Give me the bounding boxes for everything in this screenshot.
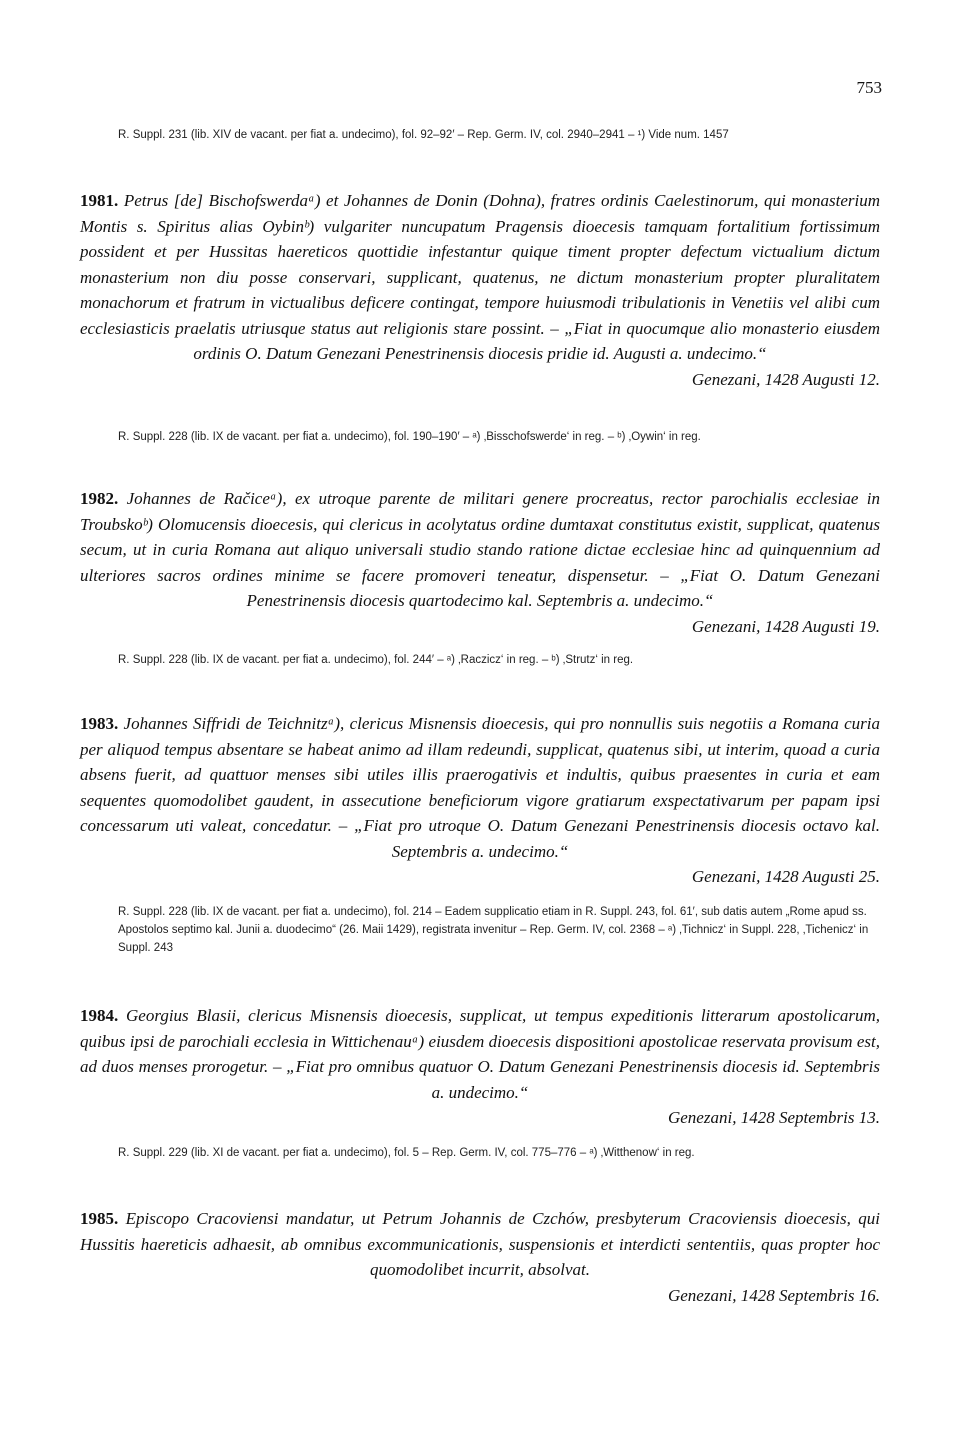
entry-number: 1981. [80,191,119,210]
page-number: 753 [856,78,882,97]
entry-text: Johannes Siffridi de Teichnitzᵃ), clericus Misnensis dioecesis, qui pro nonnullis suis negotiis a Romana curia per aliquod tempus absentare se habeat animo ad illam redeundi, supplicat, quatenus sibi, ut interim, quoad a curia absens fuerit, ad quattuor menses sibi utiles illis praerogativis et indultis, quibus praesentes in curia et eam sequentes quomodolibet gaudent, in assecutione beneficiorum vigore gratiarum exspectativarum per papam ipsi concessarum uti valeat, concedatur. – „Fiat pro utroque O. Datum Genezani Penestrinensis diocesis octavo kal. Septembris a. undecimo.“ [80,714,881,861]
entry-dateline: Genezani, 1428 Septembris 16. [667,1285,880,1305]
entry-note: R. Suppl. 228 (lib. IX de vacant. per fiat a. undecimo), fol. 190–190′ – ᵃ) ‚Bisschofswerde‘ in reg. – ᵇ) ‚Oywin‘ in reg. [118,431,701,443]
entry-number: 1985. [80,1209,119,1228]
entry-number: 1984. [80,1006,119,1025]
entry-note: R. Suppl. 228 (lib. IX de vacant. per fiat a. undecimo), fol. 244′ – ᵃ) ‚Raczicz‘ in reg. – ᵇ) ‚Strutz‘ in reg. [118,654,634,666]
entry-text: Johannes de Račiceᵃ), ex utroque parente de militari genere procreatus, rector parochialis ecclesiae in Troubskoᵇ) Olomucensis dioecesis, qui clericus in acolytatus ordine dumtaxat constitutus existit, supplicat, quatenus secum, ut in curia Romana aut aliquo universali studio stando ratione dictae ecclesiae hinc ad quinquennium ad ulteriores sacros ordines minime se facere promoveri teneatur, dispensetur. – „Fiat O. Datum Genezani Penestrinensis diocesis quartodecimo kal. Septembris a. undecimo.“ [80,489,881,610]
entry-note: R. Suppl. 229 (lib. XI de vacant. per fiat a. undecimo), fol. 5 – Rep. Germ. IV, col. 775–776 – ᵃ) ‚Witthenow‘ in reg. [118,1147,695,1159]
entry-text: Episcopo Cracoviensi mandatur, ut Petrum Johannis de Czchów, presbyterum Cracoviensis dioecesis, qui Hussitis haereticis adhaesit, ab omnibus excommunicationis, suspensionis et interdicti sententiis, quas propter hoc quomodolibet incurrit, absolvat. [80,1209,881,1279]
entry-1982 [80,486,880,639]
entry-1981 [80,188,880,392]
entry-dateline: Genezani, 1428 Septembris 13. [667,1108,880,1127]
entry-number: 1982. [80,489,119,508]
source-note-top: R. Suppl. 231 (lib. XIV de vacant. per fiat a. undecimo), fol. 92–92′ – Rep. Germ. IV, col. 2940–2941 – ¹) Vide num. 1457 [118,129,729,141]
entry-1983 [80,711,880,890]
entry-dateline: Genezani, 1428 Augusti 12. [691,369,880,389]
entry-1985 [80,1206,880,1308]
entry-note: R. Suppl. 228 (lib. IX de vacant. per fiat a. undecimo), fol. 214 – Eadem supplicatio etiam in R. Suppl. 243, fol. 61′, sub datis autem „Rome apud ss. Apostolos septimo kal. Junii a. duodecimo“ (26. Maii 1429), registrata invenitur – Rep. Germ. IV, col. 2368 – ᵃ) ‚Tichnicz‘ in Suppl. 228, ‚Tichenicz‘ in Suppl. 243 [118,906,869,954]
entry-dateline: Genezani, 1428 Augusti 19. [691,616,880,636]
entry-number: 1983. [80,714,119,733]
entry-text: Georgius Blasii, clericus Misnensis dioecesis, supplicat, ut tempus expeditionis litterarum apostolicarum, quibus ipsi de parochiali ecclesia in Wittichenauᵃ) eiusdem dioecesis dispositioni apostolicae reservata provisum est, ad duos menses prorogetur. – „Fiat pro omnibus quatuor O. Datum Genezani Penestrinensis diocesis id. Septembris a. undecimo.“ [80,1006,881,1102]
entry-1984 [80,1003,880,1131]
entry-text: Petrus [de] Bischofswerdaᵃ) et Johannes de Donin (Dohna), fratres ordinis Caelestinorum, qui monasterium Montis s. Spiritus alias Oybinᵇ) vulgariter nuncupatum Pragensis dioecesis tamquam fortalitium fortissimum possident et per Hussitas haereticos quottidie infestantur quique timent propter defectum victualium dictum monasterium non diu posse conservari, supplicant, quatenus, ne dictum monasterium propter pluralitatem monachorum et fratrum in victualibus deficere contingat, tempore huiusmodi tribulationis in Venetiis vel alibi cum ecclesiasticis praelatis utriusque status aut religionis stare possint. – „Fiat in quocumque alio monasterio eiusdem ordinis O. Datum Genezani Penestrinensis diocesis pridie id. Augusti a. undecimo.“ [80,191,881,363]
entry-dateline: Genezani, 1428 Augusti 25. [691,867,880,886]
